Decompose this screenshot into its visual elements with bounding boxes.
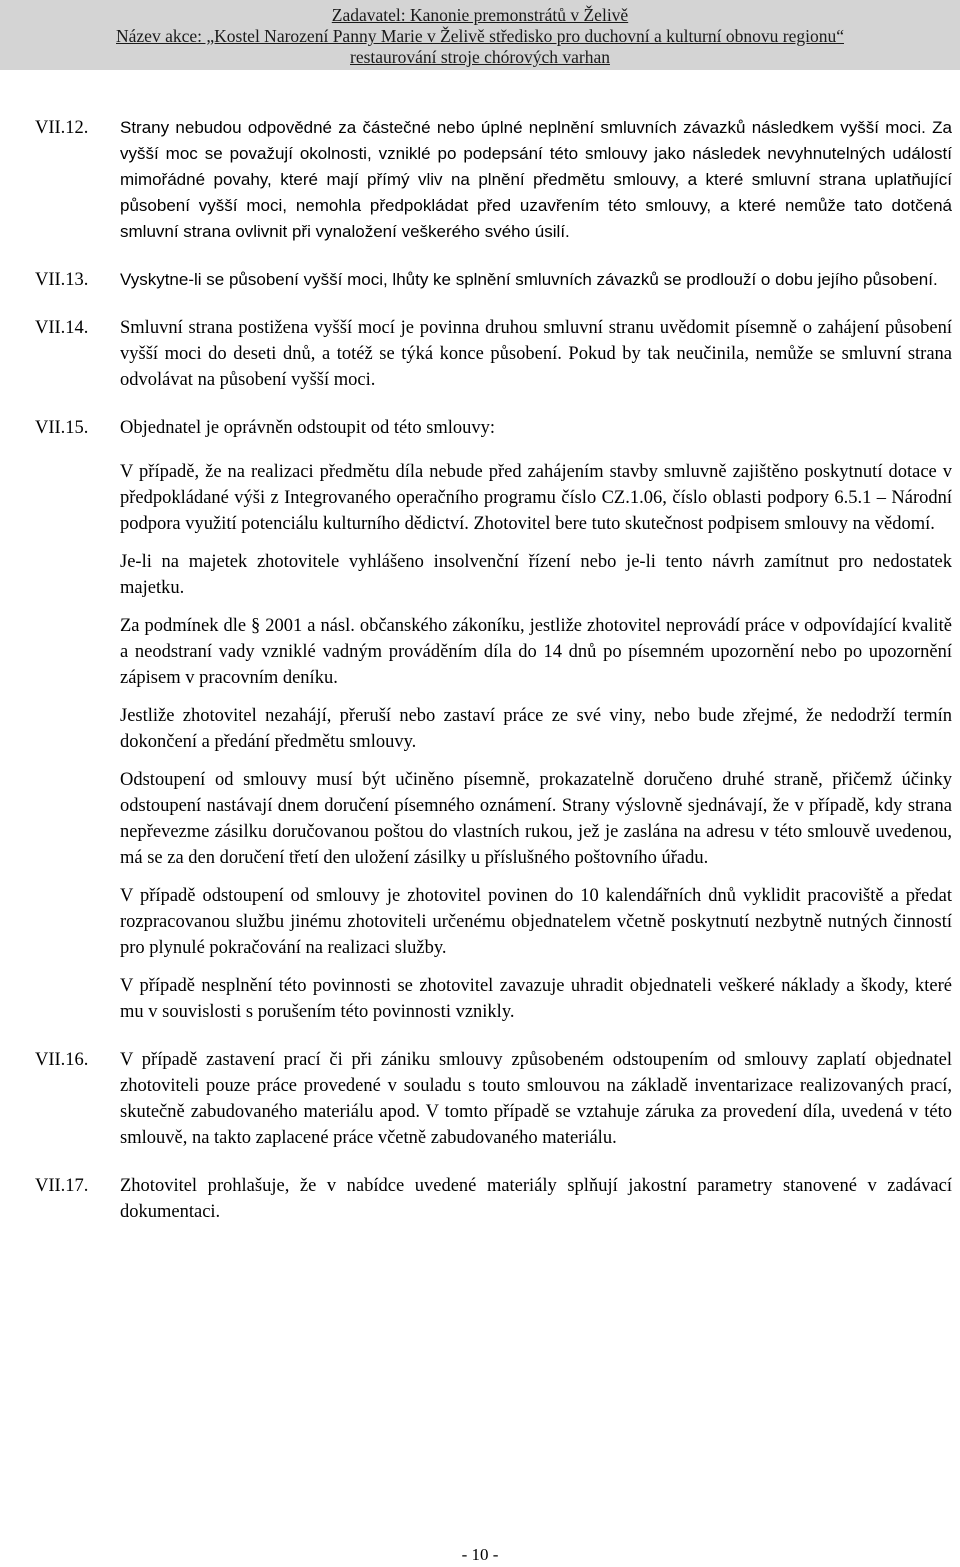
paragraph-intro: Objednatel je oprávněn odstoupit od této smlouvy: bbox=[120, 418, 496, 438]
paragraph: Jestliže zhotovitel nezahájí, přeruší nebo zastaví práce ze své viny, nebo bude zřejmé, že nedodrží termín dokončení a předání předmětu smlouvy. bbox=[120, 706, 952, 752]
section-number: VII.15. bbox=[35, 418, 89, 438]
section-vii-15 bbox=[35, 415, 952, 1025]
section-body bbox=[120, 1173, 952, 1225]
document-body bbox=[35, 115, 952, 1247]
paragraph: Vyskytne-li se působení vyšší moci, lhůty ke splnění smluvních závazků se prodlouží o dobu jejího působení. bbox=[120, 270, 938, 289]
paragraph: Odstoupení od smlouvy musí být učiněno písemně, prokazatelně doručeno druhé straně, přičemž účinky odstoupení nastávají dnem doručení písemného oznámení. Strany výslovně sjednávají, že v případě, kdy strana nepřevezme zásilku doručovanou poštou do vlastních rukou, jež je zaslána na adresu v této smlouvě uvedenou, má se za den doručení třetí den uložení zásilky u příslušného poštovního úřadu. bbox=[120, 770, 952, 868]
section-number: VII.17. bbox=[35, 1176, 89, 1196]
paragraph: V případě nesplnění této povinnosti se zhotovitel zavazuje uhradit objednateli veškeré náklady a škody, které mu v souvislosti s porušením této povinnosti vznikly. bbox=[120, 976, 952, 1022]
paragraph: V případě odstoupení od smlouvy je zhotovitel povinen do 10 kalendářních dnů vyklidit pracoviště a předat rozpracovanou službu jinému zhotoviteli určenému objednatelem včetně poskytnutí nezbytně nutných činností pro plynulé pokračování na realizaci služby. bbox=[120, 886, 952, 958]
section-vii-12 bbox=[35, 115, 952, 245]
section-body bbox=[120, 315, 952, 393]
section-body bbox=[120, 115, 952, 245]
section-body bbox=[120, 267, 952, 293]
section-number: VII.14. bbox=[35, 318, 89, 338]
document-header bbox=[0, 0, 960, 70]
header-project-name: Název akce: „Kostel Narození Panny Marie v Želivě středisko pro duchovní a kulturní obnovu regionu“ bbox=[116, 26, 844, 46]
section-number: VII.16. bbox=[35, 1050, 89, 1070]
section-vii-14 bbox=[35, 315, 952, 393]
section-body bbox=[120, 1047, 952, 1151]
page-number: - 10 - bbox=[461, 1545, 499, 1564]
section-vii-13 bbox=[35, 267, 952, 293]
paragraph: Je-li na majetek zhotovitele vyhlášeno insolvenční řízení nebo je-li tento návrh zamítnut pro nedostatek majetku. bbox=[120, 552, 952, 598]
section-body bbox=[120, 415, 952, 1025]
section-vii-16 bbox=[35, 1047, 952, 1151]
section-number: VII.12. bbox=[35, 118, 89, 138]
paragraph: V případě, že na realizaci předmětu díla nebude před zahájením stavby smluvně zajištěno poskytnutí dotace v předpokládané výši z Integrovaného operačního programu číslo CZ.1.06, číslo oblasti podpory 6.5.1 – Národní podpora využití potenciálu kulturního dědictví. Zhotovitel bere tuto skutečnost podpisem smlouvy na vědomí. bbox=[120, 462, 952, 534]
paragraph: Smluvní strana postižena vyšší mocí je povinna druhou smluvní stranu uvědomit písemně o zahájení působení vyšší moci do deseti dnů, a totéž se týká konce působení. Pokud by tak neučinila, nemůže se smluvní strana odvolávat na působení vyšší moci. bbox=[120, 318, 952, 390]
paragraph: V případě zastavení prací či při zániku smlouvy způsobeném odstoupením od smlouvy zaplatí objednatel zhotoviteli pouze práce provedené v souladu s touto smlouvou na základě inventarizace realizovaných prací, skutečně zabudovaného materiálu apod. V tomto případě se vztahuje záruka za provedení díla, uvedená v této smlouvě, na takto zaplacené práce včetně zabudovaného materiálu. bbox=[120, 1050, 952, 1148]
paragraph: Za podmínek dle § 2001 a násl. občanského zákoníku, jestliže zhotovitel neprovádí práce v odpovídající kvalitě a neodstraní vady vzniklé vadným prováděním díla do 14 dnů po písemném upozornění nebo po upozornění zápisem v pracovním deníku. bbox=[120, 616, 952, 688]
header-contracting-authority: Zadavatel: Kanonie premonstrátů v Želivě bbox=[331, 5, 629, 25]
section-vii-17 bbox=[35, 1173, 952, 1225]
paragraph: Strany nebudou odpovědné za částečné nebo úplné neplnění smluvních závazků následkem vyšší moci. Za vyšší moc se považují okolnosti, vzniklé po podepsání této smlouvy jako následek nevyhnutelných událostí mimořádné povahy, které mají přímý vliv na plnění předmětu smlouvy, a které smluvní strana uplatňující působení vyšší moci, nemohla předpokládat před uzavřením této smlouvy, a které nemůže tato dotčená smluvní strana ovlivnit při vynaložení veškerého svého úsilí. bbox=[120, 118, 952, 241]
header-project-subtitle: restaurování stroje chórových varhan bbox=[350, 47, 610, 67]
paragraph: Zhotovitel prohlašuje, že v nabídce uvedené materiály splňují jakostní parametry stanovené v zadávací dokumentaci. bbox=[120, 1176, 952, 1222]
section-number: VII.13. bbox=[35, 270, 89, 290]
